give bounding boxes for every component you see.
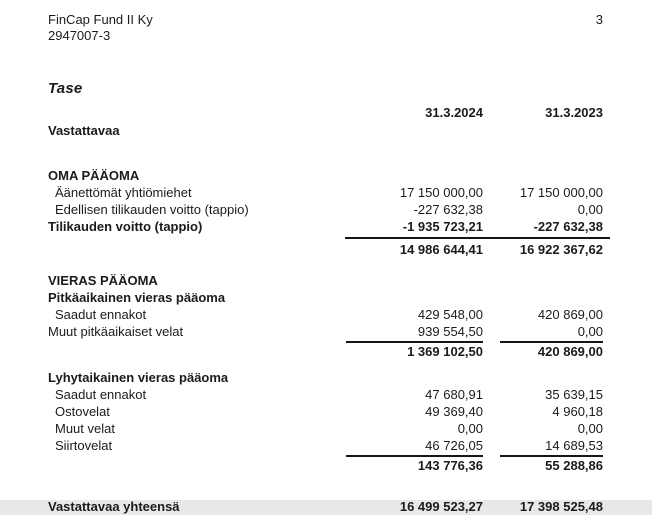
value-2024: [343, 272, 483, 289]
value-2023: 17 150 000,00: [519, 185, 603, 200]
value-2024: 143 776,36: [417, 458, 483, 473]
balance-row: [48, 498, 603, 515]
value-2024: 429 548,00: [417, 307, 483, 322]
value-2023: 14 689,53: [483, 437, 603, 457]
page-number: 3: [595, 12, 603, 27]
value-2023: 17 398 525,48: [519, 499, 603, 514]
value-2023: 0,00: [577, 202, 603, 217]
balance-row: [48, 386, 603, 403]
balance-row: [48, 184, 603, 201]
value-2024: -227 632,38: [413, 202, 483, 217]
balance-row: [48, 420, 603, 437]
balance-row: [48, 289, 603, 306]
row-label: Muut pitkäaikaiset velat: [48, 324, 184, 339]
value-2024: 17 150 000,00: [399, 185, 483, 200]
value-2023: 55 288,86: [545, 458, 603, 473]
value-2024: 47 680,91: [425, 387, 483, 402]
balance-row: [48, 201, 603, 218]
value-2024: 49 369,40: [425, 404, 483, 419]
value-2024: 1 369 102,50: [407, 344, 483, 359]
row-label: Vastattavaa yhteensä: [48, 499, 180, 514]
balance-rows: [48, 167, 603, 515]
balance-row: [48, 437, 603, 457]
balance-row: [48, 306, 603, 323]
column-header-2023: 31.3.2023: [545, 105, 603, 120]
value-2024: [343, 167, 483, 184]
value-2024: 46 726,05: [343, 437, 483, 457]
balance-row: [48, 403, 603, 420]
balance-row: [48, 272, 603, 289]
value-2023: 420 869,00: [537, 344, 603, 359]
liabilities-section-header: Vastattavaa: [48, 123, 120, 138]
row-label: Pitkäaikainen vieras pääoma: [48, 290, 226, 305]
row-label: Saadut ennakot: [55, 307, 147, 322]
value-2024: 14 986 644,41: [399, 242, 483, 257]
row-label: Muut velat: [55, 421, 115, 436]
date-header-row: [48, 104, 603, 121]
value-2023: 0,00: [483, 323, 603, 343]
row-label: VIERAS PÄÄOMA: [48, 273, 158, 288]
business-id: 2947007-3: [48, 28, 111, 43]
value-2023: 35 639,15: [545, 387, 603, 402]
value-2023: 4 960,18: [552, 404, 603, 419]
report-title: Tase: [48, 80, 83, 97]
value-2023: 0,00: [577, 421, 603, 436]
company-name: FinCap Fund II Ky: [48, 12, 153, 27]
row-label: Saadut ennakot: [55, 387, 147, 402]
value-2024: [343, 369, 483, 386]
value-2024: -1 935 723,21: [402, 219, 483, 234]
balance-row: [48, 167, 603, 184]
balance-row: [48, 218, 603, 235]
balance-row: [48, 241, 603, 258]
liabilities-section-header-row: [48, 122, 603, 139]
row-label: Äänettömät yhtiömiehet: [55, 185, 192, 200]
value-2023: [483, 272, 603, 289]
value-2024: [343, 289, 483, 306]
row-label: OMA PÄÄOMA: [48, 168, 140, 183]
column-header-2024: 31.3.2024: [425, 105, 483, 120]
row-label: Tilikauden voitto (tappio): [48, 219, 203, 234]
value-2024: 0,00: [457, 421, 483, 436]
value-2023: [483, 289, 603, 306]
value-2024: 939 554,50: [343, 323, 483, 343]
balance-row: [48, 343, 603, 360]
document-header: [48, 12, 603, 44]
balance-row: [48, 323, 603, 343]
company-id-block: [48, 12, 153, 44]
balance-row: [48, 457, 603, 474]
row-label: Siirtovelat: [55, 438, 113, 453]
value-2024: 16 499 523,27: [399, 499, 483, 514]
value-2023: -227 632,38: [533, 219, 603, 234]
value-2023: [483, 369, 603, 386]
value-2023: 16 922 367,62: [519, 242, 603, 257]
row-label: Lyhytaikainen vieras pääoma: [48, 370, 229, 385]
row-label: Ostovelat: [55, 404, 110, 419]
row-label: Edellisen tilikauden voitto (tappio): [55, 202, 249, 217]
balance-row: [48, 369, 603, 386]
value-2023: 420 869,00: [537, 307, 603, 322]
sum-rule: [345, 237, 610, 239]
value-2023: [483, 167, 603, 184]
